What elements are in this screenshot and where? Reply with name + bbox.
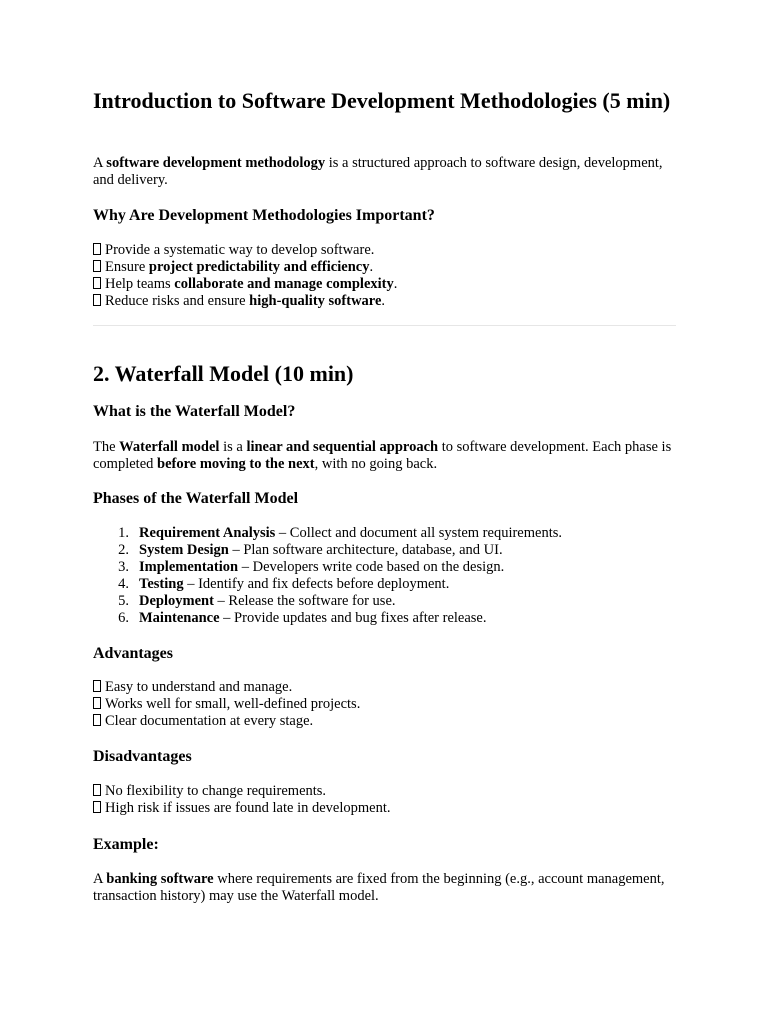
- example-text: A: [93, 871, 107, 887]
- list-item: [93, 679, 292, 696]
- bullet-text-end: .: [381, 293, 386, 309]
- phase-item: [93, 593, 396, 610]
- list-item: [93, 696, 360, 713]
- disadvantages-heading: Disadvantages: [93, 748, 192, 765]
- phase-number: 4.: [118, 576, 129, 592]
- missing-glyph-icon: [93, 680, 101, 692]
- desc-text: The: [93, 439, 120, 455]
- advantage-text: Clear documentation at every stage.: [105, 713, 314, 729]
- missing-glyph-icon: [93, 243, 101, 255]
- bullet-text-end: .: [369, 259, 374, 275]
- section-divider: [93, 325, 676, 326]
- example-heading: Example:: [93, 836, 159, 853]
- intro-bold-text: software development methodology: [106, 155, 326, 171]
- list-item: [93, 783, 326, 800]
- phase-description: – Plan software architecture, database, and UI.: [228, 542, 503, 558]
- example-text-rest: where requirements are fixed from the beginning (e.g., account management, transaction history) may use the Waterfall model.: [93, 871, 665, 904]
- desc-bold-text: before moving to the next: [157, 456, 315, 472]
- list-item: [93, 259, 373, 276]
- phase-description: – Provide updates and bug fixes after release.: [219, 610, 487, 626]
- advantage-text: Easy to understand and manage.: [105, 679, 293, 695]
- section2-title: 2. Waterfall Model (10 min): [93, 361, 354, 386]
- phase-number: 1.: [118, 525, 129, 541]
- bullet-bold-text: collaborate and manage complexity: [174, 276, 394, 292]
- phase-name: Deployment: [139, 593, 214, 609]
- disadvantage-text: No flexibility to change requirements.: [105, 783, 327, 799]
- list-item: [93, 800, 391, 817]
- phase-item: [93, 576, 449, 593]
- bullet-text: Ensure: [105, 259, 149, 275]
- desc-text: is a: [219, 439, 247, 455]
- missing-glyph-icon: [93, 697, 101, 709]
- bullet-text: Help teams: [105, 276, 175, 292]
- advantages-heading: Advantages: [93, 645, 174, 662]
- missing-glyph-icon: [93, 801, 101, 813]
- example-bold-text: banking software: [106, 871, 214, 887]
- why-heading: Why Are Development Methodologies Important?: [93, 207, 435, 224]
- waterfall-description: [93, 439, 676, 473]
- what-heading: What is the Waterfall Model?: [93, 403, 296, 420]
- desc-text: , with no going back.: [314, 456, 438, 472]
- disadvantage-text: High risk if issues are found late in development.: [105, 800, 391, 816]
- phase-number: 3.: [118, 559, 129, 575]
- phase-item: [93, 525, 562, 542]
- section1-title: Introduction to Software Development Methodologies (5 min): [93, 88, 671, 113]
- example-paragraph: [93, 871, 676, 905]
- bullet-text: Provide a systematic way to develop software.: [105, 242, 375, 258]
- desc-bold-text: Waterfall model: [119, 439, 220, 455]
- phase-name: Testing: [139, 576, 184, 592]
- list-item: [93, 242, 374, 259]
- bullet-bold-text: project predictability and efficiency: [148, 259, 370, 275]
- phase-name: Implementation: [139, 559, 239, 575]
- intro-text-rest: is a structured approach to software design, development, and delivery.: [93, 155, 663, 188]
- phase-item: [93, 559, 504, 576]
- phase-item: [93, 610, 487, 627]
- phase-name: Maintenance: [139, 610, 220, 626]
- phase-number: 6.: [118, 610, 129, 626]
- phase-name: Requirement Analysis: [139, 525, 276, 541]
- missing-glyph-icon: [93, 714, 101, 726]
- bullet-bold-text: high-quality software: [249, 293, 382, 309]
- phase-description: – Identify and fix defects before deployment.: [183, 576, 450, 592]
- intro-text: A: [93, 155, 107, 171]
- phase-description: – Developers write code based on the design.: [238, 559, 505, 575]
- desc-bold-text: linear and sequential approach: [246, 439, 439, 455]
- missing-glyph-icon: [93, 277, 101, 289]
- bullet-text-end: .: [393, 276, 398, 292]
- phases-heading: Phases of the Waterfall Model: [93, 490, 299, 507]
- missing-glyph-icon: [93, 784, 101, 796]
- intro-paragraph: [93, 155, 676, 189]
- desc-text: to software development. Each phase is completed: [93, 439, 672, 472]
- advantage-text: Works well for small, well-defined projects.: [105, 696, 361, 712]
- list-item: [93, 276, 397, 293]
- phase-name: System Design: [139, 542, 229, 558]
- missing-glyph-icon: [93, 260, 101, 272]
- phase-number: 2.: [118, 542, 129, 558]
- phase-item: [93, 542, 503, 559]
- phase-description: – Release the software for use.: [213, 593, 396, 609]
- phase-description: – Collect and document all system requirements.: [275, 525, 563, 541]
- list-item: [93, 293, 385, 310]
- phase-number: 5.: [118, 593, 129, 609]
- list-item: [93, 713, 313, 730]
- missing-glyph-icon: [93, 294, 101, 306]
- bullet-text: Reduce risks and ensure: [105, 293, 250, 309]
